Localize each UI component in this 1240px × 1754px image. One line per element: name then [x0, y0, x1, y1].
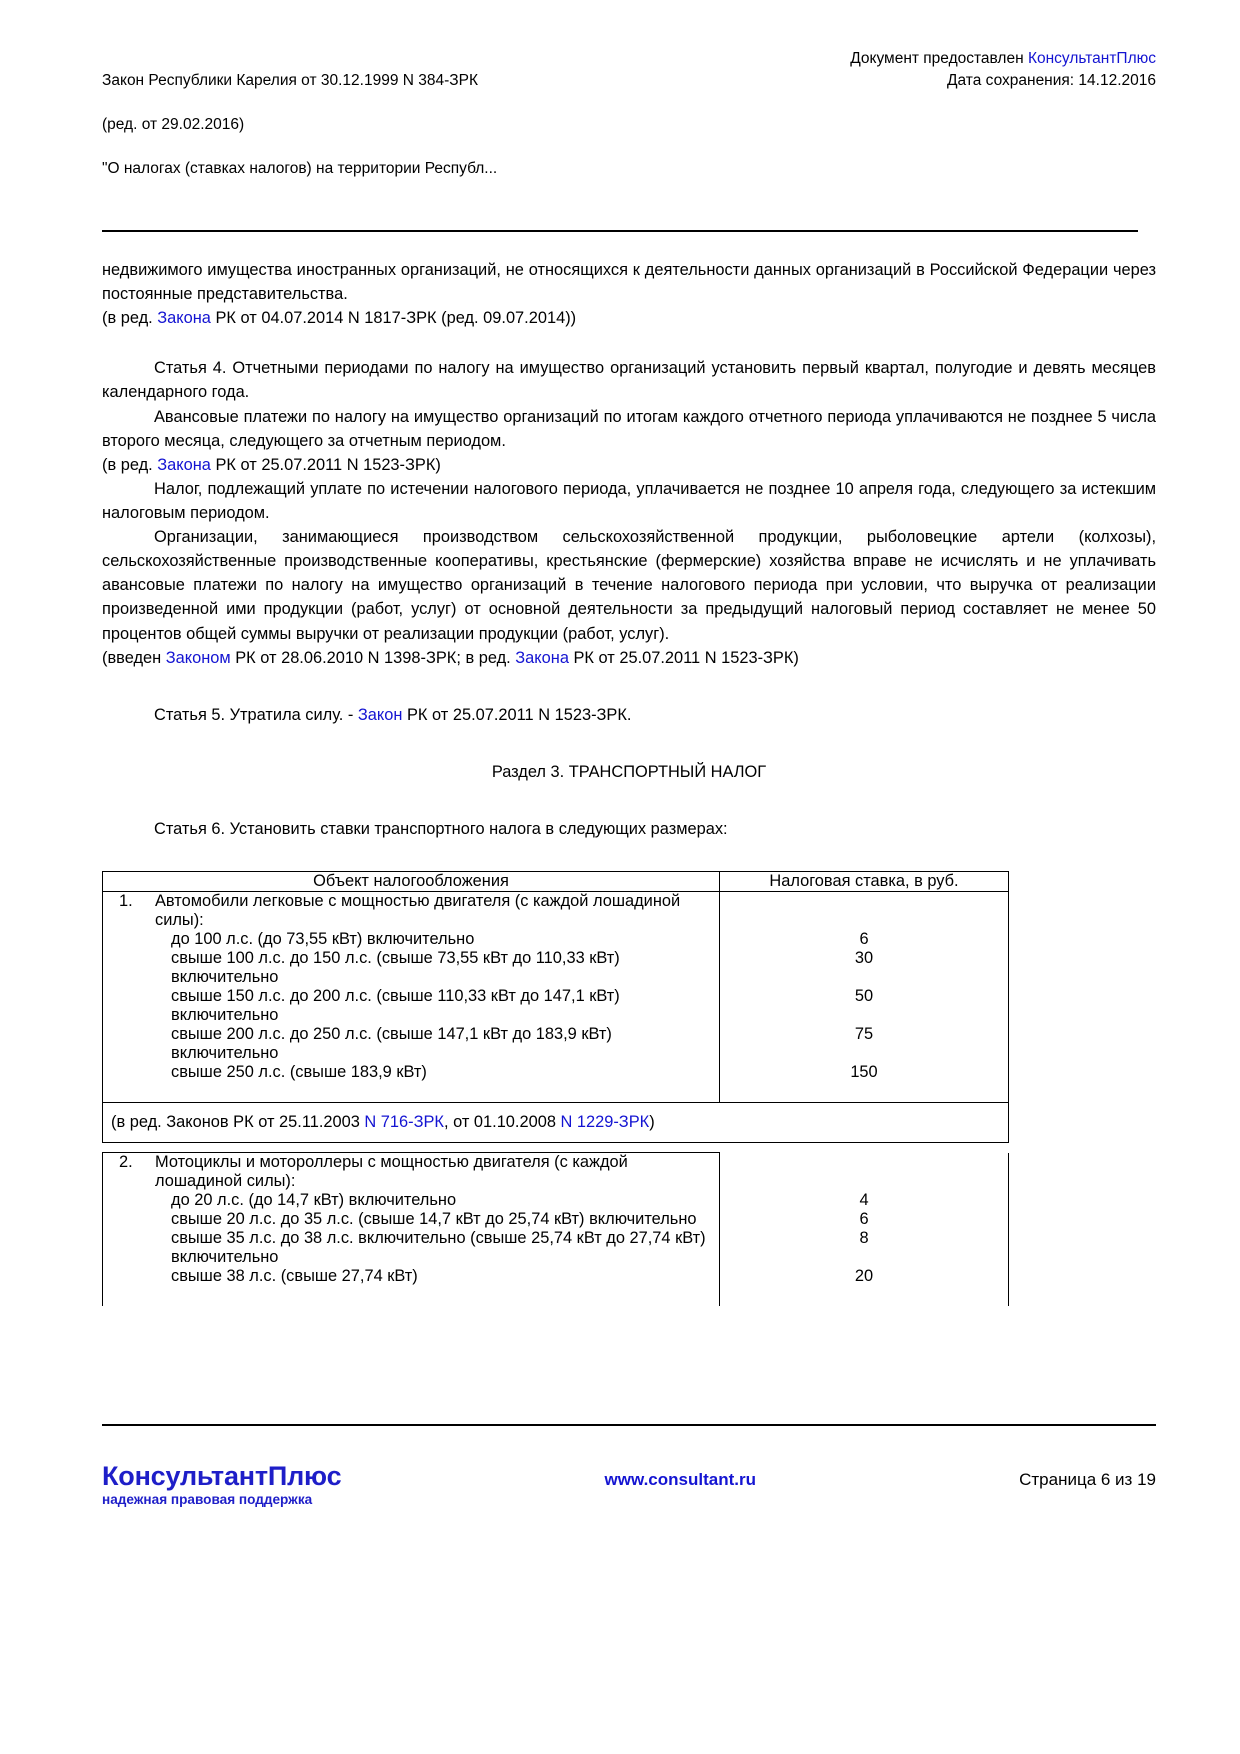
group-1-note-mid: , от 01.10.2008: [443, 1113, 561, 1132]
header-law-subject: "О налогах (ставках налогов) на территории Республ...: [102, 160, 498, 177]
table-row: [103, 1267, 1009, 1306]
group-2-row-1-rate: 6: [720, 1210, 1009, 1229]
group-2-title-cell: [103, 1153, 720, 1192]
footer-brand: [102, 1462, 341, 1508]
article-6-intro: Статья 6. Установить ставки транспортного налога в следующих размерах:: [154, 819, 728, 838]
table-row: [103, 987, 1009, 1025]
section-3-title: Раздел 3. ТРАНСПОРТНЫЙ НАЛОГ: [491, 762, 767, 781]
group-1-row-4-rate: 150: [720, 1063, 1009, 1103]
table-row: [103, 1025, 1009, 1063]
ref1-tail: РК от 04.07.2014 N 1817-ЗРК (ред. 09.07.2014)): [210, 309, 577, 328]
table-group-spacer: [103, 1143, 1009, 1153]
ref3-law-link-1[interactable]: Законом: [165, 648, 231, 667]
ref2-tail: РК от 25.07.2011 N 1523-ЗРК): [210, 455, 441, 474]
ref3-law-link-2[interactable]: Закона: [515, 648, 569, 667]
group-1-note-link-1[interactable]: N 716-ЗРК: [364, 1113, 444, 1132]
footer-brand-tagline: надежная правовая поддержка: [102, 1492, 313, 1508]
document-content: [0, 258, 1240, 841]
table-row: [103, 1191, 1009, 1210]
document-footer: [0, 1462, 1240, 1508]
group-1-row-2-label: свыше 150 л.с. до 200 л.с. (свыше 110,33 кВт до 147,1 кВт) включительно: [171, 987, 620, 1025]
header-provider-brand: КонсультантПлюс: [1027, 50, 1156, 67]
footer-page-number: Страница 6 из 19: [1019, 1470, 1156, 1489]
group-2-row-2-rate: 8: [720, 1229, 1009, 1267]
table-row: [103, 1229, 1009, 1267]
group-2-row-1-label: свыше 20 л.с. до 35 л.с. (свыше 14,7 кВт до 25,74 кВт) включительно: [171, 1210, 697, 1229]
footer-website-link[interactable]: www.consultant.ru: [604, 1470, 756, 1489]
paragraph-continuation-line2: Российской Федерации через постоянные представительства.: [102, 261, 1156, 304]
group-2-row-0-label-cell: [103, 1191, 720, 1210]
group-1-row-0-rate: 6: [720, 930, 1009, 949]
header-save-date: Дата сохранения: 14.12.2016: [947, 72, 1156, 89]
ref2-open: (в ред.: [102, 455, 158, 474]
table-row: [103, 949, 1009, 987]
header-divider: [102, 230, 1138, 232]
ref1-open: (в ред.: [102, 309, 158, 328]
transport-tax-rates-table: [102, 871, 1009, 1306]
header-law-revision: (ред. от 29.02.2016): [102, 116, 245, 133]
group-2-row-3-label-cell: [103, 1267, 720, 1306]
group-1-note-tail: ): [649, 1113, 655, 1132]
group-1-title: Автомобили легковые с мощностью двигателя (с каждой лошадиной силы):: [155, 892, 681, 930]
group-1-number: 1.: [119, 892, 133, 911]
reference-note-2: [102, 453, 1156, 477]
group-1-row-2-label-cell: [103, 987, 720, 1025]
group-2-row-0-rate: 4: [720, 1191, 1009, 1210]
ref3-open: (введен: [102, 648, 166, 667]
article-5-law-link[interactable]: Закон: [357, 705, 403, 724]
group-1-row-4-label-cell: [103, 1063, 720, 1103]
article-4-paragraph-1: Статья 4. Отчетными периодами по налогу на имущество организаций установить первый квартал, полугодие и девять месяцев календарного года.: [102, 359, 1156, 402]
paragraph-continuation-line1: недвижимого имущества иностранных организаций, не относящихся к деятельности данных организаций в: [102, 261, 925, 279]
group-1-row-3-label-cell: [103, 1025, 720, 1063]
ref3-tail: РК от 25.07.2011 N 1523-ЗРК): [568, 648, 799, 667]
header-provided-by-label: Документ предоставлен: [850, 50, 1028, 67]
header-document-title: [102, 48, 497, 202]
footer-divider: [102, 1424, 1156, 1426]
article-5-open: Статья 5. Утратила силу. -: [154, 705, 358, 724]
article-4-paragraph-2: Авансовые платежи по налогу на имущество организаций по итогам каждого отчетного периода уплачиваются не позднее 5 числа второго месяца, следующего за отчетным периодом.: [102, 407, 1156, 450]
reference-note-3: [102, 646, 1156, 670]
document-header: [0, 0, 1240, 202]
table-header-object: Объект налогообложения: [103, 872, 720, 892]
paragraph-continuation: [102, 258, 1156, 306]
group-1-row-0-label: до 100 л.с. (до 73,55 кВт) включительно: [171, 930, 475, 949]
group-1-row-1-label-cell: [103, 949, 720, 987]
group-1-amendment-note: [103, 1103, 1009, 1143]
group-2-row-1-label-cell: [103, 1210, 720, 1229]
group-1-title-cell: [103, 892, 720, 931]
article-4-paragraph-3: Налог, подлежащий уплате по истечении налогового периода, уплачивается не позднее 10 апреля года, следующего за истекшим налоговым периодом.: [102, 479, 1156, 522]
header-provided-by: [850, 48, 1156, 70]
group-1-row-3-label: свыше 200 л.с. до 250 л.с. (свыше 147,1 кВт до 183,9 кВт) включительно: [171, 1025, 612, 1063]
group-1-note-link-2[interactable]: N 1229-ЗРК: [560, 1113, 650, 1132]
group-1-row-1-label: свыше 100 л.с. до 150 л.с. (свыше 73,55 кВт до 110,33 кВт) включительно: [171, 949, 620, 987]
article-5: [102, 703, 1156, 727]
reference-note-1: [102, 306, 1156, 330]
table-row: [103, 1153, 1009, 1192]
group-1-row-3-rate: 75: [720, 1025, 1009, 1063]
group-1-row-4-label: свыше 250 л.с. (свыше 183,9 кВт): [171, 1063, 427, 1082]
group-1-note-open: (в ред. Законов РК от 25.11.2003: [111, 1113, 365, 1132]
ref2-law-link[interactable]: Закона: [157, 455, 211, 474]
group-2-title: Мотоциклы и мотороллеры с мощностью двигателя (с каждой лошадиной силы):: [155, 1153, 628, 1191]
footer-brand-name: КонсультантПлюс: [102, 1461, 342, 1491]
group-2-row-2-label-cell: [103, 1229, 720, 1267]
article-4-paragraph-4: Организации, занимающиеся производством сельскохозяйственной продукции, рыболовецкие артели (колхозы), сельскохозяйственные производственные кооперативы, крестьянские (фермерские) хозяйства вправе не исчислять и не уплачивать авансовые платежи по налогу на имущество организаций в течение налогового периода при условии, что выручка от реализации произведенной ими продукции (работ, услуг) от основной деятельности за предыдущий налоговый период составляет не менее 50 процентов общей суммы выручки от реализации продукции (работ, услуг).: [102, 528, 1156, 643]
group-2-row-0-label: до 20 л.с. (до 14,7 кВт) включительно: [171, 1191, 457, 1210]
table-header-row: [103, 872, 1009, 892]
group-2-rate-blank: [720, 1153, 1009, 1192]
group-2-number: 2.: [119, 1153, 133, 1172]
header-provider-info: [850, 48, 1156, 92]
group-1-row-0-label-cell: [103, 930, 720, 949]
header-law-title: Закон Республики Карелия от 30.12.1999 N 384-ЗРК: [102, 72, 478, 89]
group-1-amendment-note-row: [103, 1103, 1009, 1143]
table-row: [103, 892, 1009, 931]
table-row: [103, 1063, 1009, 1103]
table-row: [103, 1210, 1009, 1229]
table-header-rate: Налоговая ставка, в руб.: [720, 872, 1009, 892]
group-1-row-2-rate: 50: [720, 987, 1009, 1025]
group-2-row-3-label: свыше 38 л.с. (свыше 27,74 кВт): [171, 1267, 418, 1286]
article-5-tail: РК от 25.07.2011 N 1523-ЗРК.: [402, 705, 632, 724]
ref1-law-link[interactable]: Закона: [157, 309, 211, 328]
ref3-mid: РК от 28.06.2010 N 1398-ЗРК; в ред.: [230, 648, 516, 667]
group-2-row-2-label: свыше 35 л.с. до 38 л.с. включительно (свыше 25,74 кВт до 27,74 кВт) включительно: [171, 1229, 706, 1267]
table-row: [103, 930, 1009, 949]
group-2-row-3-rate: 20: [720, 1267, 1009, 1306]
group-1-row-1-rate: 30: [720, 949, 1009, 987]
group-1-rate-blank: [720, 892, 1009, 931]
